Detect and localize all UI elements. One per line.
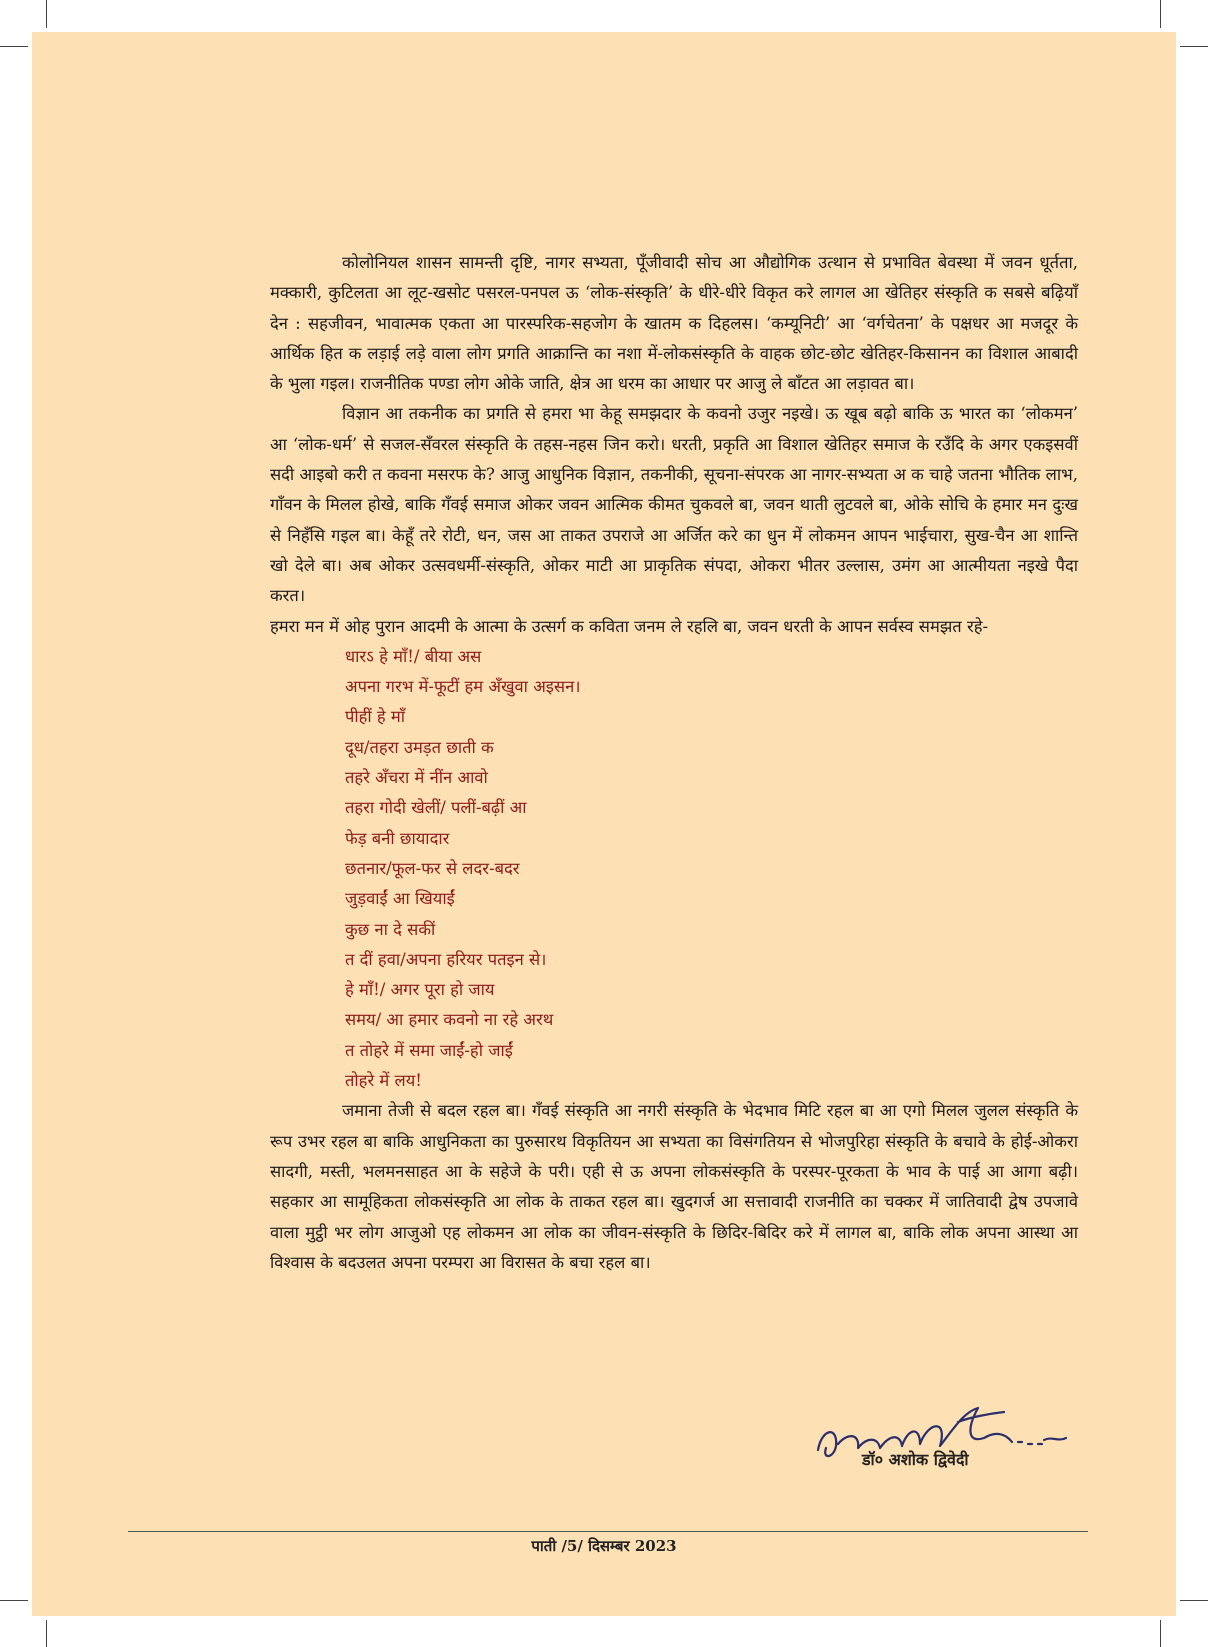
poem-line: तहरा गोदी खेलीं/ पलीं-बढ़ीं आ [345, 798, 527, 818]
poem-line: समय/ आ हमार कवनो ना रहे अरथ [345, 1010, 554, 1030]
poem-intro: हमरा मन में ओह पुरान आदमी के आत्मा के उत्सर्ग क कविता जनम ले रहलि बा, जवन धरती के आपन सर्वस्व समझत रहे- [270, 616, 989, 636]
signature-name: डॉ० अशोक द्विवेदी [862, 1450, 969, 1469]
poem-block [270, 642, 1078, 1096]
poem-line: धारऽ हे माँ!/ बीया अस [345, 646, 482, 666]
article-body [270, 248, 1078, 1278]
poem-line: जुड़वाईं आ खियाईं [345, 889, 455, 909]
page-footer: पाती /5/ दिसम्बर 2023 [531, 1537, 677, 1555]
poem-line: पीहीं हे माँ [345, 707, 406, 727]
poem-line: अपना गरभ में-फूटीं हम अँखुवा अइसन। [345, 677, 581, 697]
poem-line: तहरे अँचरा में नींन आवो [345, 768, 488, 788]
crop-mark-bottom-right-v [1160, 1620, 1161, 1647]
crop-mark-top-right-v [1160, 0, 1161, 28]
footer-divider [128, 1531, 1088, 1532]
paragraph-1: कोलोनियल शासन सामन्ती दृष्टि, नागर सभ्यता, पूँजीवादी सोच आ औद्योगिक उत्थान से प्रभावित बेवस्था में जवन धूर्तता, मक्कारी, कुटिलता आ लूट-खसोट पसरल-पनपल ऊ ‘लोक-संस्कृति’ के धीरे-धीरे विकृत करे लागल आ खेतिहर संस्कृति क सबसे बढ़ियाँ देन : सहजीवन, भावात्मक एकता आ पारस्परिक-सहजोग के खातम क दिहलस। ‘कम्यूनिटी’ आ ‘वर्गचेतना’ के पक्षधर आ मजदूर के आर्थिक हित क लड़ाई लड़े वाला लोग प्रगति आक्रान्ति का नशा में-लोकसंस्कृति के वाहक छोट-छोट खेतिहर-किसानन का विशाल आबादी के भुला गइल। राजनीतिक पण्डा लोग ओके जाति, क्षेत्र आ धरम का आधार पर आजु ले बाँटत आ लड़ावत बा। [270, 253, 1078, 394]
crop-mark-top-left-v [46, 0, 47, 28]
poem-line: त दीं हवा/अपना हरियर पतइन से। [345, 949, 547, 969]
poem-line: कुछ ना दे सकीं [345, 919, 436, 939]
poem-line: दूध/तहरा उमड़त छाती क [345, 737, 494, 757]
crop-mark-bottom-right-h [1180, 1600, 1208, 1601]
poem-line: त तोहरे में समा जाईं-हो जाईं [345, 1040, 513, 1060]
crop-mark-bottom-left-v [46, 1620, 47, 1647]
paragraph-2: विज्ञान आ तकनीक का प्रगति से हमरा भा केहू समझदार के कवनो उजुर नइखे। ऊ खूब बढ़ो बाकि ऊ भारत का ‘लोकमन’ आ ‘लोक-धर्म’ से सजल-सँवरल संस्कृति के तहस-नहस जिन करो। धरती, प्रकृति आ विशाल खेतिहर समाज के रउँदि के अगर एकइसवीं सदी आइबो करी त कवना मसरफ के? आजु आधुनिक विज्ञान, तकनीकी, सूचना-संपरक आ नागर-सभ्यता अ क चाहे जतना भौतिक लाभ, गाँवन के मिलल होखे, बाकि गँवई समाज ओकर जवन आत्मिक कीमत चुकवले बा, जवन थाती लुटवले बा, ओके सोचि के हमार मन दुःख से निहँसि गइल बा। केहूँ तरे रोटी, धन, जस आ ताकत उपराजे आ अर्जित करे का धुन में लोकमन आपन भाईचारा, सुख-चैन आ शान्ति खो देले बा। अब ओकर उत्सवधर्मी-संस्कृति, ओकर माटी आ प्राकृतिक संपदा, ओकरा भीतर उल्लास, उमंग आ आत्मीयता नइखे पैदा करत। [270, 404, 1078, 606]
poem-line: तोहरे में लय! [345, 1071, 422, 1091]
crop-mark-bottom-left-h [0, 1600, 28, 1601]
crop-mark-top-right-h [1180, 46, 1208, 47]
poem-line: हे माँ!/ अगर पूरा हो जाय [345, 980, 495, 1000]
poem-line: फेड़ बनी छायादार [345, 828, 450, 848]
crop-mark-top-left-h [0, 46, 28, 47]
paragraph-3: जमाना तेजी से बदल रहल बा। गँवई संस्कृति आ नगरी संस्कृति के भेदभाव मिटि रहल बा आ एगो मिलल जुलल संस्कृति के रूप उभर रहल बा बाकि आधुनिकता का पुरुसारथ विकृतियन आ सभ्यता का विसंगतियन से भोजपुरिहा संस्कृति के बचावे के होई-ओकरा सादगी, मस्ती, भलमनसाहत आ के सहेजे के परी। एही से ऊ अपना लोकसंस्कृति के परस्पर-पूरकता के भाव के पाई आ आगा बढ़ी। सहकार आ सामूहिकता लोकसंस्कृति आ लोक के ताकत रहल बा। खुदगर्ज आ सत्तावादी राजनीति का चक्कर में जातिवादी द्वेष उपजावे वाला मुट्ठी भर लोग आजुओ एह लोकमन आ लोक का जीवन-संस्कृति के छिदिर-बिदिर करे में लागल बा, बाकि लोक अपना आस्था आ विश्वास के बदउलत अपना परम्परा आ विरासत के बचा रहल बा। [270, 1101, 1079, 1272]
poem-line: छतनार/फूल-फर से लदर-बदर [345, 858, 520, 878]
handwritten-signature [808, 1388, 1078, 1488]
